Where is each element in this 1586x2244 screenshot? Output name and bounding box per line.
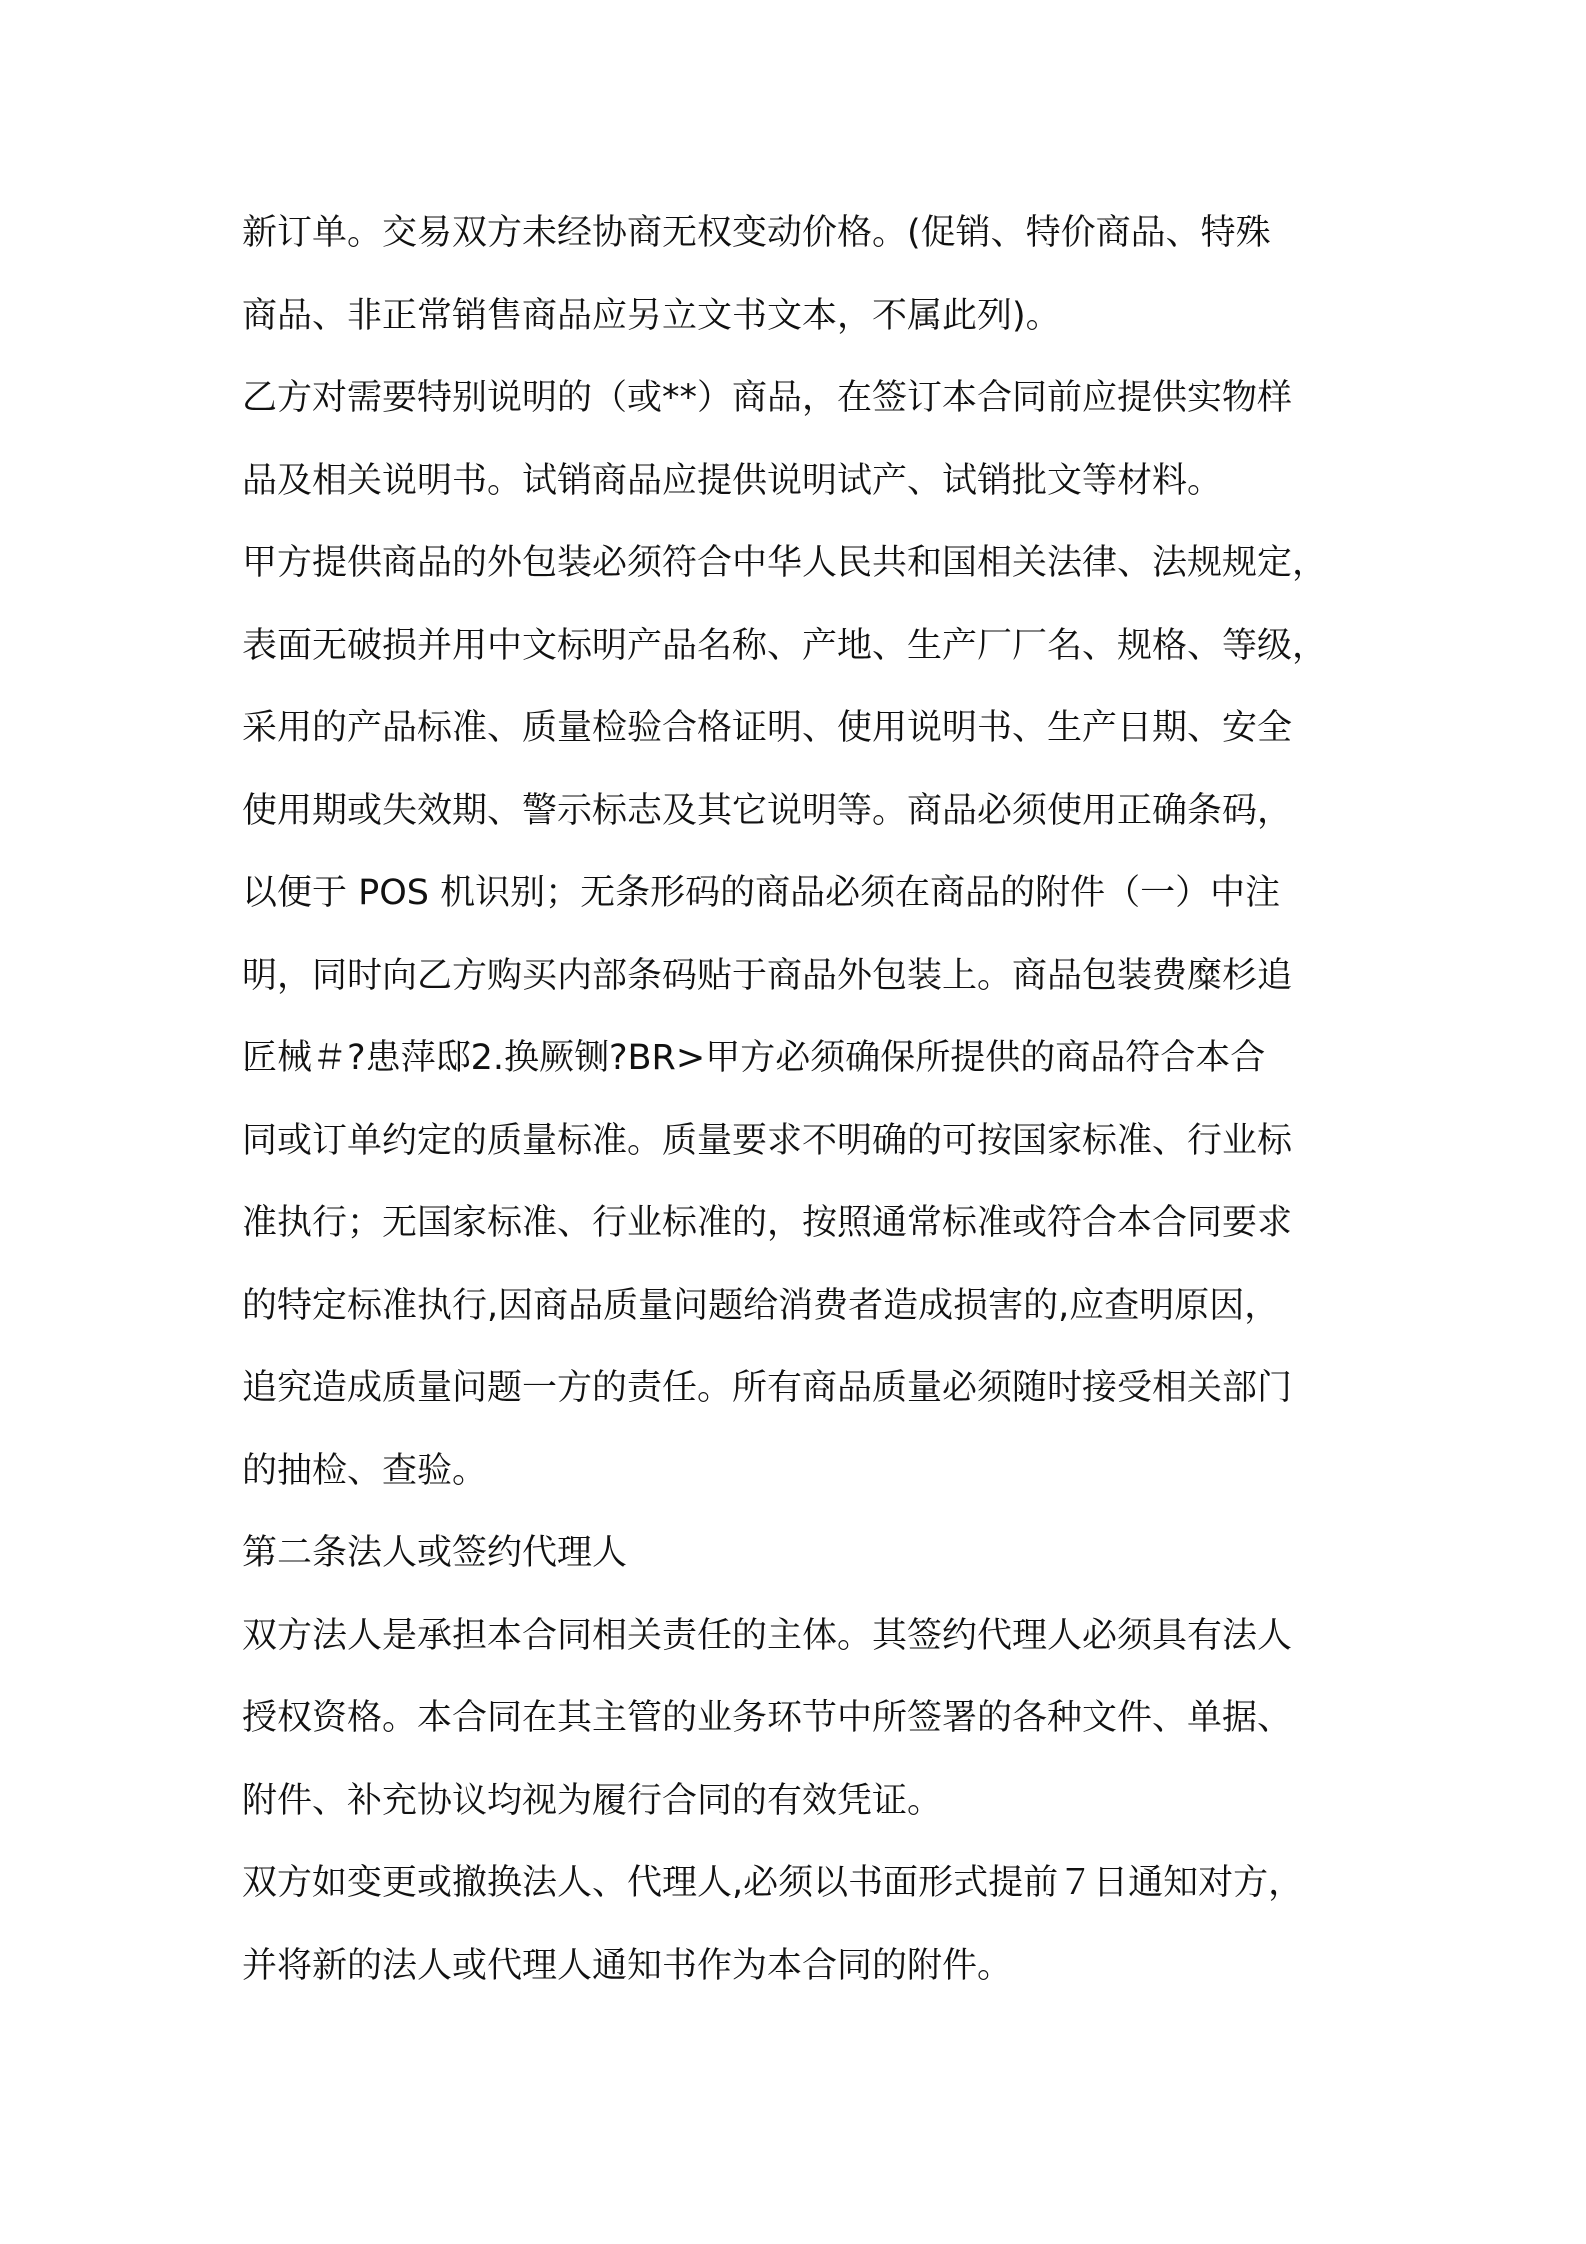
text-line: 双方法人是承担本合同相关责任的主体。其签约代理人必须具有法人 bbox=[242, 1615, 1293, 1656]
text-line: 的特定标准执行,因商品质量问题给消费者造成损害的,应查明原因， bbox=[242, 1285, 1280, 1326]
text-line: 同或订单约定的质量标准。质量要求不明确的可按国家标准、行业标 bbox=[242, 1120, 1293, 1161]
text-line: 乙方对需要特别说明的（或**）商品，在签订本合同前应提供实物样 bbox=[242, 378, 1293, 418]
text-line: 新订单。交易双方未经协商无权变动价格。(促销、特价商品、特殊 bbox=[242, 213, 1271, 253]
text-line: 商品、非正常销售商品应另立文书文本，不属此列)。 bbox=[242, 295, 1061, 336]
text-line: 的抽检、查验。 bbox=[242, 1450, 488, 1491]
text-line: 准执行；无国家标准、行业标准的，按照通常标准或符合本合同要求 bbox=[242, 1203, 1293, 1243]
text-line: 授权资格。本合同在其主管的业务环节中所签署的各种文件、单据、 bbox=[242, 1698, 1293, 1738]
text-line: 表面无破损并用中文标明产品名称、产地、生产厂厂名、规格、等级， bbox=[242, 625, 1328, 666]
text-line: 并将新的法人或代理人通知书作为本合同的附件。 bbox=[242, 1945, 1013, 1986]
text-line: 双方如变更或撤换法人、代理人,必须以书面形式提前７日通知对方， bbox=[242, 1863, 1304, 1903]
text-line: 品及相关说明书。试销商品应提供说明试产、试销批文等材料。 bbox=[242, 460, 1223, 501]
text-line: 附件、补充协议均视为履行合同的有效凭证。 bbox=[242, 1780, 943, 1821]
contract-text-body bbox=[242, 192, 1382, 2007]
text-line: 以便于 POS 机识别；无条形码的商品必须在商品的附件（一）中注 bbox=[242, 873, 1281, 913]
text-line: 追究造成质量问题一方的责任。所有商品质量必须随时接受相关部门 bbox=[242, 1368, 1293, 1408]
section-heading: 第二条法人或签约代理人 bbox=[242, 1533, 628, 1573]
text-line: 匠械＃?患萍邸2.换厥铡?BR>甲方必须确保所提供的商品符合本合 bbox=[242, 1038, 1266, 1078]
text-line: 使用期或失效期、警示标志及其它说明等。商品必须使用正确条码， bbox=[242, 790, 1293, 831]
text-line: 明，同时向乙方购买内部条码贴于商品外包装上。商品包装费糜杉追 bbox=[242, 955, 1293, 996]
text-line: 甲方提供商品的外包装必须符合中华人民共和国相关法律、法规规定， bbox=[242, 543, 1328, 583]
text-line: 采用的产品标准、质量检验合格证明、使用说明书、生产日期、安全 bbox=[242, 708, 1293, 748]
